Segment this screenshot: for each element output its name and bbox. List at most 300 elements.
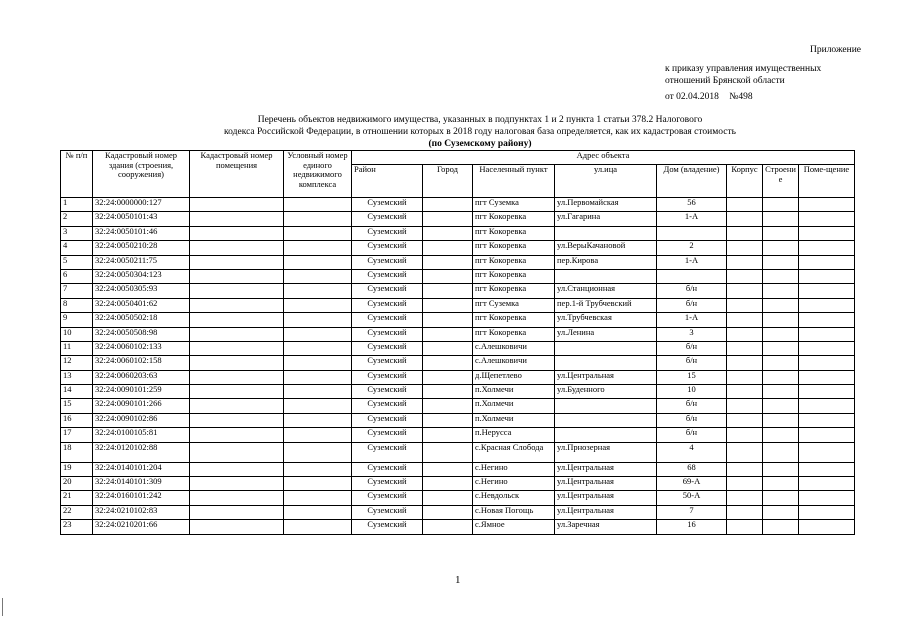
cell-pomeshchenie [799,399,855,413]
cell-district: Суземский [352,477,423,491]
cell-conditional-number [284,385,352,399]
cell-house [657,269,727,283]
header-city: Город [423,165,473,198]
cell-house: 1-А [657,212,727,226]
cell-house [657,226,727,240]
cell-pomeshchenie [799,385,855,399]
cell-num: 13 [61,370,93,384]
cell-stroenie [763,477,799,491]
table-row [61,477,855,491]
cell-street [555,341,657,355]
cell-conditional-number [284,462,352,476]
cell-premise-cad [190,255,284,269]
cell-stroenie [763,385,799,399]
order-line-2: отношений Брянской области [665,76,785,86]
cell-settlement: п.Холмечи [473,399,555,413]
cell-num: 15 [61,399,93,413]
cell-house: 4 [657,442,727,462]
cell-building-cad: 32:24:0090101:259 [93,385,190,399]
cell-street [555,428,657,442]
order-line-1: к приказу управления имущественных [665,64,822,74]
cell-city [423,198,473,212]
cell-street: ул.Прнозерная [555,442,657,462]
cell-district: Суземский [352,370,423,384]
cell-settlement: с.Алешковичи [473,341,555,355]
table-row [61,491,855,505]
table-row [61,284,855,298]
cell-city [423,241,473,255]
cell-city [423,505,473,519]
cell-house: 10 [657,385,727,399]
table-row [61,385,855,399]
cell-settlement: пгт Кокоревка [473,284,555,298]
cell-district: Суземский [352,520,423,534]
cell-korpus [727,385,763,399]
cell-korpus [727,505,763,519]
table-row [61,212,855,226]
cell-pomeshchenie [799,313,855,327]
cell-stroenie [763,442,799,462]
cell-district: Суземский [352,491,423,505]
cell-stroenie [763,505,799,519]
cell-pomeshchenie [799,255,855,269]
cell-stroenie [763,198,799,212]
cell-conditional-number [284,413,352,427]
cell-house: 3 [657,327,727,341]
cell-korpus [727,226,763,240]
cell-korpus [727,327,763,341]
cell-building-cad: 32:24:0140101:204 [93,462,190,476]
cell-building-cad: 32:24:0050401:62 [93,298,190,312]
cell-district: Суземский [352,356,423,370]
cell-district: Суземский [352,241,423,255]
cell-conditional-number [284,442,352,462]
cell-house: б/н [657,413,727,427]
cell-district: Суземский [352,313,423,327]
cell-house: 2 [657,241,727,255]
cell-district: Суземский [352,341,423,355]
cell-num: 4 [61,241,93,255]
cell-conditional-number [284,520,352,534]
header-stroenie: Строени е [763,165,799,198]
cell-premise-cad [190,370,284,384]
cell-settlement: п.Нерусса [473,428,555,442]
table-row [61,505,855,519]
cell-stroenie [763,428,799,442]
cell-korpus [727,241,763,255]
cell-house: 16 [657,520,727,534]
cell-korpus [727,313,763,327]
cell-district: Суземский [352,298,423,312]
cell-pomeshchenie [799,370,855,384]
cell-premise-cad [190,462,284,476]
table-row [61,442,855,462]
cell-korpus [727,428,763,442]
cell-city [423,226,473,240]
cell-num: 8 [61,298,93,312]
cell-city [423,255,473,269]
cell-pomeshchenie [799,413,855,427]
cell-num: 10 [61,327,93,341]
cell-building-cad: 32:24:0160101:242 [93,491,190,505]
cell-conditional-number [284,327,352,341]
cell-premise-cad [190,491,284,505]
cell-stroenie [763,341,799,355]
cell-settlement: с.Негино [473,477,555,491]
cell-district: Суземский [352,399,423,413]
cell-premise-cad [190,505,284,519]
table-row [61,226,855,240]
cell-pomeshchenie [799,298,855,312]
cell-settlement: п.Холмечи [473,413,555,427]
cell-korpus [727,477,763,491]
cell-premise-cad [190,212,284,226]
cell-premise-cad [190,298,284,312]
cell-city [423,313,473,327]
order-date-line [665,91,753,103]
header-num: № п/п [61,151,93,198]
cell-num: 21 [61,491,93,505]
cell-premise-cad [190,520,284,534]
cell-pomeshchenie [799,428,855,442]
cell-korpus [727,341,763,355]
cell-building-cad: 32:24:0060102:133 [93,341,190,355]
cell-building-cad: 32:24:0050210:28 [93,241,190,255]
header-conditional-number: Условный номер единого недвижимого комплекса [284,151,352,198]
cell-settlement: пгт Кокоревка [473,241,555,255]
cell-settlement: пгт Кокоревка [473,226,555,240]
cell-house: 50-А [657,491,727,505]
cell-stroenie [763,520,799,534]
cell-num: 2 [61,212,93,226]
cell-settlement: пгт Кокоревка [473,313,555,327]
cell-city [423,442,473,462]
cell-settlement: пгт Суземка [473,198,555,212]
cell-street: пер.Кирова [555,255,657,269]
cell-pomeshchenie [799,356,855,370]
cell-district: Суземский [352,255,423,269]
cell-building-cad: 32:24:0100105:81 [93,428,190,442]
cell-house: 1-А [657,255,727,269]
cell-conditional-number [284,428,352,442]
header-premise-cad: Кадастровый номер помещения [190,151,284,198]
cell-stroenie [763,462,799,476]
cell-pomeshchenie [799,226,855,240]
cell-street: ул.Центральная [555,491,657,505]
cell-premise-cad [190,385,284,399]
cell-pomeshchenie [799,462,855,476]
cell-city [423,413,473,427]
cell-korpus [727,284,763,298]
cell-premise-cad [190,399,284,413]
table-row [61,370,855,384]
cell-city [423,462,473,476]
cell-street [555,399,657,413]
cell-stroenie [763,356,799,370]
cell-street: ул.Центральная [555,477,657,491]
cell-district: Суземский [352,269,423,283]
cell-city [423,428,473,442]
cell-house: 68 [657,462,727,476]
cell-district: Суземский [352,462,423,476]
cell-house: б/н [657,356,727,370]
cell-city [423,520,473,534]
table-row [61,428,855,442]
cell-district: Суземский [352,413,423,427]
cell-korpus [727,462,763,476]
cell-city [423,341,473,355]
cell-korpus [727,520,763,534]
cell-building-cad: 32:24:0060102:158 [93,356,190,370]
header-street: ул.ица [555,165,657,198]
title-line-3: (по Суземскому району) [428,139,532,149]
cell-street: ул.Центральная [555,370,657,384]
cell-conditional-number [284,298,352,312]
cell-pomeshchenie [799,241,855,255]
title-line-1: Перечень объектов недвижимого имущества, указанных в подпунктах 1 и 2 пункта 1 статьи 378.2 Налогового [257,115,703,125]
cell-building-cad: 32:24:0060203:63 [93,370,190,384]
cell-building-cad: 32:24:0120102:88 [93,442,190,462]
cell-building-cad: 32:24:0000000:127 [93,198,190,212]
cell-settlement: с.Красная Слобода [473,442,555,462]
cell-stroenie [763,370,799,384]
header-korpus: Корпус [727,165,763,198]
cell-premise-cad [190,241,284,255]
cell-district: Суземский [352,505,423,519]
cell-conditional-number [284,284,352,298]
cell-stroenie [763,255,799,269]
cell-num: 17 [61,428,93,442]
cell-district: Суземский [352,385,423,399]
table-row [61,241,855,255]
cell-street [555,269,657,283]
cell-num: 11 [61,341,93,355]
cell-district: Суземский [352,327,423,341]
cell-settlement: д.Щепетлево [473,370,555,384]
cell-num: 6 [61,269,93,283]
cell-korpus [727,255,763,269]
cell-settlement: с.Алешковичи [473,356,555,370]
cell-premise-cad [190,428,284,442]
cell-city [423,327,473,341]
cell-building-cad: 32:24:0210201:66 [93,520,190,534]
cell-num: 5 [61,255,93,269]
cell-num: 7 [61,284,93,298]
cell-house: 56 [657,198,727,212]
cell-num: 18 [61,442,93,462]
cell-korpus [727,298,763,312]
cell-building-cad: 32:24:0050101:46 [93,226,190,240]
cell-pomeshchenie [799,341,855,355]
cell-house: 7 [657,505,727,519]
cell-settlement: п.Холмечи [473,385,555,399]
cell-house: б/н [657,399,727,413]
cell-pomeshchenie [799,327,855,341]
cell-settlement: пгт Суземка [473,298,555,312]
cell-korpus [727,198,763,212]
cell-conditional-number [284,399,352,413]
cell-city [423,269,473,283]
table-row [61,399,855,413]
cell-house: б/н [657,284,727,298]
cell-korpus [727,442,763,462]
cell-conditional-number [284,269,352,283]
property-table [60,150,855,535]
cell-pomeshchenie [799,520,855,534]
table-row [61,269,855,283]
cell-conditional-number [284,313,352,327]
cell-city [423,477,473,491]
cell-pomeshchenie [799,477,855,491]
appendix-label: Приложение [810,45,861,55]
cell-conditional-number [284,226,352,240]
header-address: Адрес объекта [352,151,855,165]
cell-pomeshchenie [799,269,855,283]
cell-street: ул.Буденного [555,385,657,399]
cell-city [423,399,473,413]
cell-korpus [727,491,763,505]
cell-city [423,370,473,384]
cell-building-cad: 32:24:0050502:18 [93,313,190,327]
table-row [61,356,855,370]
cell-settlement: пгт Кокоревка [473,212,555,226]
cell-building-cad: 32:24:0050304:123 [93,269,190,283]
cell-korpus [727,370,763,384]
cell-num: 9 [61,313,93,327]
table-row [61,520,855,534]
cell-street: ул.Гагарина [555,212,657,226]
cell-stroenie [763,226,799,240]
cell-num: 19 [61,462,93,476]
cell-stroenie [763,327,799,341]
cell-settlement: пгт Кокоревка [473,269,555,283]
cell-conditional-number [284,370,352,384]
cell-street [555,413,657,427]
cell-district: Суземский [352,226,423,240]
cell-conditional-number [284,241,352,255]
cell-premise-cad [190,198,284,212]
cell-street: ул.ВерыКачановой [555,241,657,255]
cell-stroenie [763,212,799,226]
cell-stroenie [763,284,799,298]
cell-street: ул.Ленина [555,327,657,341]
cell-premise-cad [190,413,284,427]
cell-street: ул.Центральная [555,462,657,476]
cell-conditional-number [284,477,352,491]
cell-building-cad: 32:24:0210102:83 [93,505,190,519]
cell-stroenie [763,413,799,427]
cell-korpus [727,212,763,226]
cell-house: 69-А [657,477,727,491]
cell-premise-cad [190,341,284,355]
cell-korpus [727,413,763,427]
cell-pomeshchenie [799,198,855,212]
cell-num: 20 [61,477,93,491]
cell-house: б/н [657,341,727,355]
cell-building-cad: 32:24:0090102:86 [93,413,190,427]
cell-street: ул.Станционная [555,284,657,298]
header-building-cad: Кадастровый номер здания (строения, сооружения) [93,151,190,198]
cell-pomeshchenie [799,442,855,462]
cell-settlement: пгт Кокоревка [473,327,555,341]
cell-street: ул.Заречная [555,520,657,534]
table-row [61,462,855,476]
cell-stroenie [763,241,799,255]
cell-settlement: пгт Кокоревка [473,255,555,269]
cell-pomeshchenie [799,284,855,298]
cell-house: б/н [657,298,727,312]
cell-district: Суземский [352,212,423,226]
cell-city [423,212,473,226]
cell-district: Суземский [352,428,423,442]
table-row [61,298,855,312]
page-number: 1 [455,574,461,586]
cell-city [423,385,473,399]
title-line-2: кодекса Российской Федерации, в отношении которых в 2018 году налоговая база определяется, как их кадастровая стоимость [224,127,736,137]
table-row [61,255,855,269]
cell-pomeshchenie [799,505,855,519]
cell-building-cad: 32:24:0090101:266 [93,399,190,413]
cell-street: ул.Трубчевская [555,313,657,327]
cell-street [555,356,657,370]
cell-premise-cad [190,327,284,341]
cell-street: ул.Первомайская [555,198,657,212]
cell-district: Суземский [352,442,423,462]
cell-settlement: с.Невдольск [473,491,555,505]
header-pomeshchenie: Поме-щение [799,165,855,198]
cell-district: Суземский [352,284,423,298]
cell-premise-cad [190,226,284,240]
cell-num: 22 [61,505,93,519]
cell-settlement: с.Негино [473,462,555,476]
cell-stroenie [763,269,799,283]
cell-district: Суземский [352,198,423,212]
scan-edge-mark [2,598,3,616]
table-row [61,341,855,355]
cell-conditional-number [284,212,352,226]
cell-korpus [727,356,763,370]
cell-street [555,226,657,240]
cell-settlement: с.Новая Погощь [473,505,555,519]
table-row [61,327,855,341]
cell-premise-cad [190,442,284,462]
cell-pomeshchenie [799,491,855,505]
cell-premise-cad [190,477,284,491]
header-district: Район [352,165,423,198]
cell-house: 15 [657,370,727,384]
cell-building-cad: 32:24:0050508:98 [93,327,190,341]
cell-korpus [727,269,763,283]
cell-conditional-number [284,491,352,505]
cell-conditional-number [284,255,352,269]
cell-building-cad: 32:24:0050211:75 [93,255,190,269]
cell-building-cad: 32:24:0050305:93 [93,284,190,298]
table-row [61,198,855,212]
cell-conditional-number [284,341,352,355]
cell-premise-cad [190,269,284,283]
cell-num: 1 [61,198,93,212]
cell-settlement: с.Ямное [473,520,555,534]
cell-pomeshchenie [799,212,855,226]
cell-house: 1-А [657,313,727,327]
cell-num: 3 [61,226,93,240]
cell-city [423,298,473,312]
cell-num: 14 [61,385,93,399]
cell-korpus [727,399,763,413]
order-number: №498 [729,92,753,102]
cell-num: 23 [61,520,93,534]
cell-building-cad: 32:24:0050101:43 [93,212,190,226]
